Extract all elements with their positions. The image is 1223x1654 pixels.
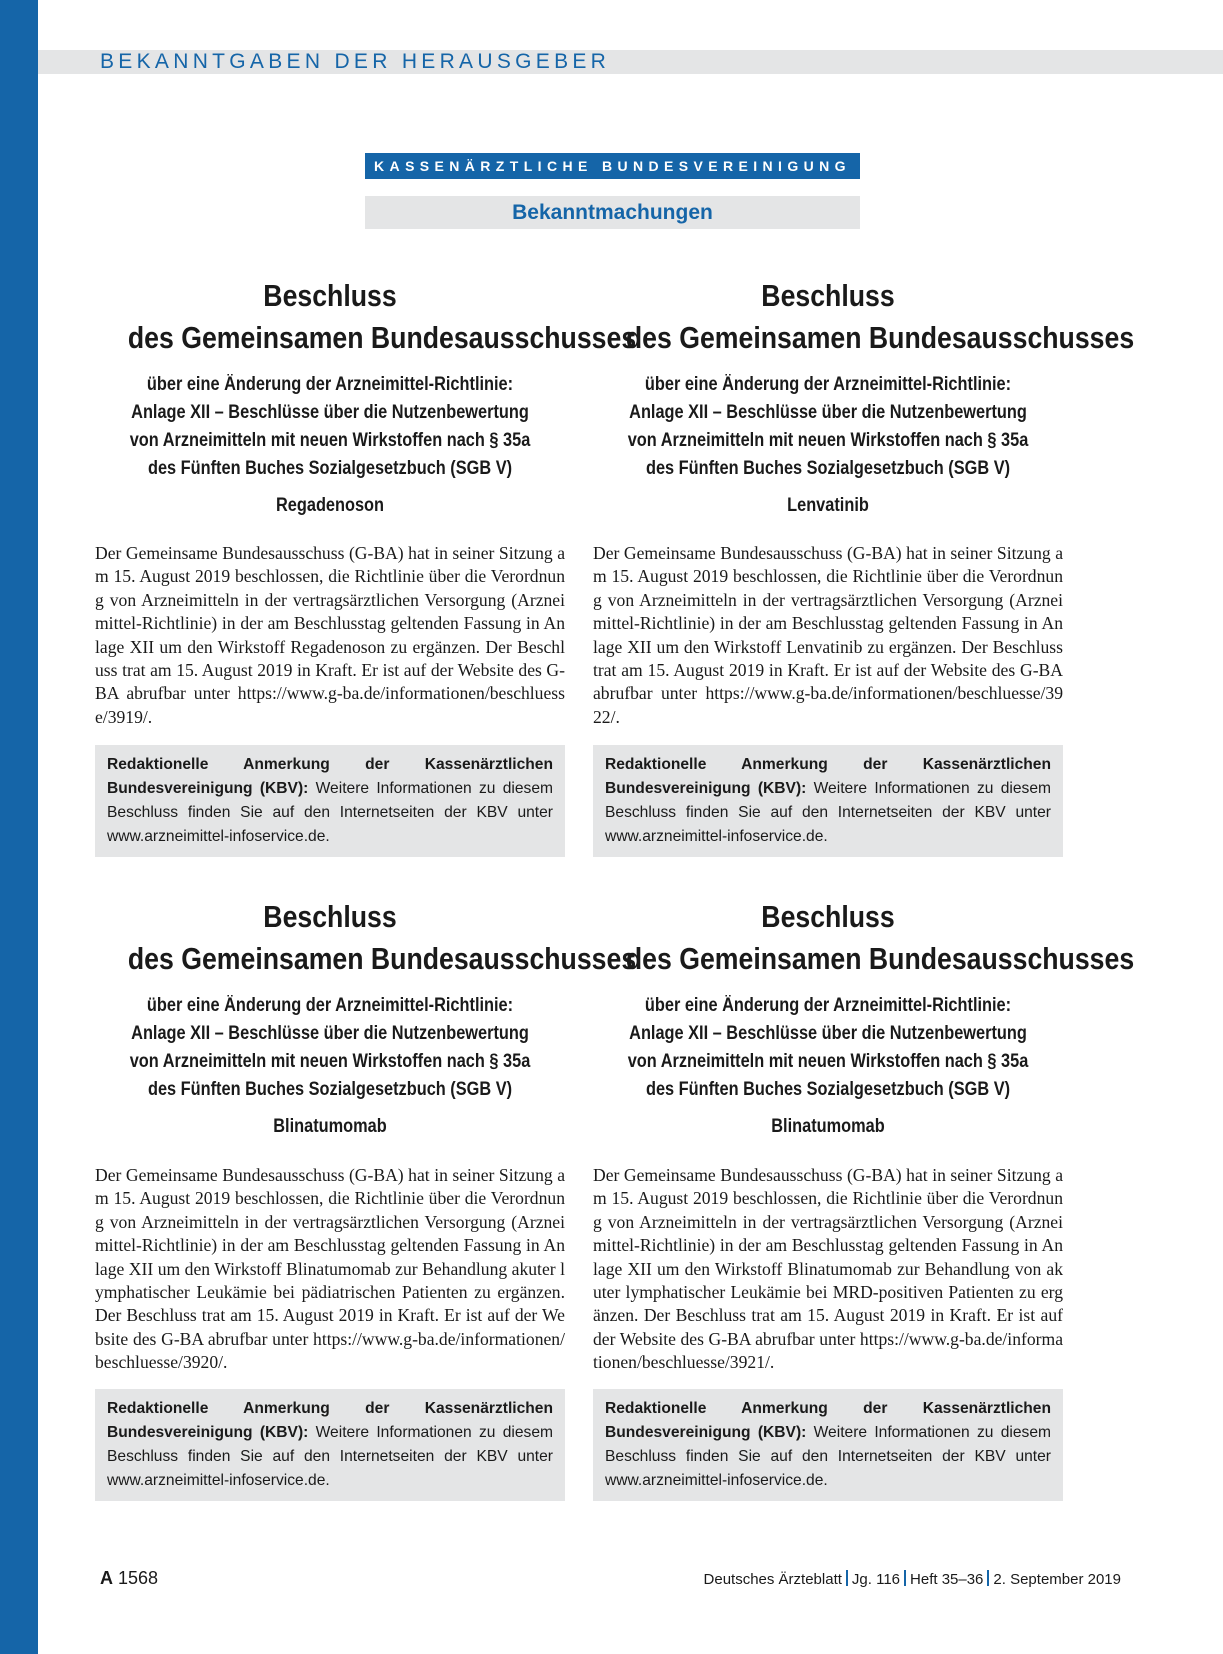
journal-volume: Jg. 116 <box>851 1571 901 1588</box>
article-subtitle <box>626 992 1030 1104</box>
drug-name: Blinatumomab <box>771 1116 885 1137</box>
editorial-note <box>593 745 1063 857</box>
journal-name: Deutsches Ärzteblatt <box>703 1571 842 1588</box>
note-text: Weitere Informationen zu diesem Beschluss finden Sie auf den Internetseiten der KBV unter www.arzneimittel-infoservice.de. <box>605 1424 1051 1489</box>
section-title: BEKANNTGABEN DER HERAUSGEBER <box>100 50 611 73</box>
title-line-2: des Gemeinsamen Bundesausschusses <box>625 941 1135 976</box>
article-body: Der Gemeinsame Bundesausschuss (G-BA) hat in seiner Sitzung am 15. August 2019 beschlossen, die Richtlinie über die Verordnung von Arzneimitteln in der vertragsärztlichen Versorgung (Arzneimittel-Richtlinie) in der am Beschlusstag geltenden Fassung in Anlage XII um den Wirkstoff Blinatumomab zur Behandlung akuter lymphatischer Leukämie bei pädiatrischen Patienten zu ergänzen. Der Beschluss trat am 15. August 2019 in Kraft. Er ist auf der Website des G-BA abrufbar unter https://www.g-ba.de/informationen/beschluesse/3920/. <box>95 1165 565 1373</box>
article-title <box>625 275 1135 359</box>
article-regadenoson <box>95 275 637 519</box>
page-prefix: A <box>100 1568 113 1588</box>
subtitle-line: von Arzneimitteln mit neuen Wirkstoffen nach § 35a <box>627 1051 1029 1072</box>
title-line-2: des Gemeinsamen Bundesausschusses <box>127 941 637 976</box>
drug-name: Regadenoson <box>275 495 385 516</box>
page-number-value: 1568 <box>118 1568 159 1588</box>
subtitle-line: des Fünften Buches Sozialgesetzbuch (SGB V) <box>147 1079 513 1100</box>
editorial-note <box>95 1389 565 1501</box>
subtitle-line: über eine Änderung der Arzneimittel-Richtlinie: <box>146 995 514 1016</box>
note-label: Redaktionelle Anmerkung der Kassenärztlichen Bundesvereinigung (KBV): <box>605 756 1051 797</box>
note-label: Redaktionelle Anmerkung der Kassenärztlichen Bundesvereinigung (KBV): <box>107 756 553 797</box>
note-label: Redaktionelle Anmerkung der Kassenärztlichen Bundesvereinigung (KBV): <box>107 1400 553 1441</box>
title-line-2: des Gemeinsamen Bundesausschusses <box>127 320 637 355</box>
article-body: Der Gemeinsame Bundesausschuss (G-BA) hat in seiner Sitzung am 15. August 2019 beschlossen, die Richtlinie über die Verordnung von Arzneimitteln in der vertragsärztlichen Versorgung (Arzneimittel-Richtlinie) in der am Beschlusstag geltenden Fassung in Anlage XII um den Wirkstoff Blinatumomab zur Behandlung von akuter lymphatischer Leukämie bei MRD-positiven Patienten zu ergänzen. Der Beschluss trat am 15. August 2019 in Kraft. Er ist auf der Website des G-BA abrufbar unter https://www.g-ba.de/informationen/beschluesse/3921/. <box>593 1165 1063 1373</box>
note-label: Redaktionelle Anmerkung der Kassenärztlichen Bundesvereinigung (KBV): <box>605 1400 1051 1441</box>
separator <box>846 1570 848 1586</box>
category-banner: Bekanntmachungen <box>365 196 860 229</box>
article-subtitle <box>128 371 532 483</box>
editorial-note <box>95 745 565 857</box>
article-blinatumomab-mrd <box>593 896 1135 1140</box>
article-title <box>127 275 637 359</box>
title-line-1: Beschluss <box>263 278 397 313</box>
title-line-2: des Gemeinsamen Bundesausschusses <box>625 320 1135 355</box>
title-line-1: Beschluss <box>263 899 397 934</box>
note-text: Weitere Informationen zu diesem Beschluss finden Sie auf den Internetseiten der KBV unter www.arzneimittel-infoservice.de. <box>107 1424 553 1489</box>
note-text: Weitere Informationen zu diesem Beschluss finden Sie auf den Internetseiten der KBV unter www.arzneimittel-infoservice.de. <box>605 780 1051 845</box>
subtitle-line: des Fünften Buches Sozialgesetzbuch (SGB V) <box>645 458 1011 479</box>
article-subtitle <box>626 371 1030 483</box>
editorial-note <box>593 1389 1063 1501</box>
separator <box>987 1570 989 1586</box>
drug-name: Lenvatinib <box>787 495 869 516</box>
subtitle-line: Anlage XII – Beschlüsse über die Nutzenbewertung <box>131 1023 529 1044</box>
subtitle-line: über eine Änderung der Arzneimittel-Richtlinie: <box>146 374 514 395</box>
left-accent-bar <box>0 0 38 1654</box>
subtitle-line: von Arzneimitteln mit neuen Wirkstoffen nach § 35a <box>129 430 531 451</box>
subtitle-line: Anlage XII – Beschlüsse über die Nutzenbewertung <box>131 402 529 423</box>
article-lenvatinib <box>593 275 1135 519</box>
article-blinatumomab-paediatric <box>95 896 637 1140</box>
article-subtitle <box>128 992 532 1104</box>
article-body: Der Gemeinsame Bundesausschuss (G-BA) hat in seiner Sitzung am 15. August 2019 beschlossen, die Richtlinie über die Verordnung von Arzneimitteln in der vertragsärztlichen Versorgung (Arzneimittel-Richtlinie) in der am Beschlusstag geltenden Fassung in Anlage XII um den Wirkstoff Lenvatinib zu ergänzen. Der Beschluss trat am 15. August 2019 in Kraft. Er ist auf der Website des G-BA abrufbar unter https://www.g-ba.de/informationen/beschluesse/3922/. <box>593 543 1063 727</box>
journal-info <box>704 1570 1121 1588</box>
subtitle-line: über eine Änderung der Arzneimittel-Richtlinie: <box>644 374 1012 395</box>
section-header <box>38 50 1223 74</box>
subtitle-line: von Arzneimitteln mit neuen Wirkstoffen nach § 35a <box>129 1051 531 1072</box>
journal-issue: Heft 35–36 <box>910 1571 984 1588</box>
subtitle-line: des Fünften Buches Sozialgesetzbuch (SGB V) <box>645 1079 1011 1100</box>
drug-name: Blinatumomab <box>273 1116 387 1137</box>
title-line-1: Beschluss <box>761 278 895 313</box>
note-text: Weitere Informationen zu diesem Beschluss finden Sie auf den Internetseiten der KBV unter www.arzneimittel-infoservice.de. <box>107 780 553 845</box>
title-line-1: Beschluss <box>761 899 895 934</box>
subtitle-line: über eine Änderung der Arzneimittel-Richtlinie: <box>644 995 1012 1016</box>
article-title <box>625 896 1135 980</box>
article-title <box>127 896 637 980</box>
subtitle-line: von Arzneimitteln mit neuen Wirkstoffen nach § 35a <box>627 430 1029 451</box>
separator <box>904 1570 906 1586</box>
article-body: Der Gemeinsame Bundesausschuss (G-BA) hat in seiner Sitzung am 15. August 2019 beschlossen, die Richtlinie über die Verordnung von Arzneimitteln in der vertragsärztlichen Versorgung (Arzneimittel-Richtlinie) in der am Beschlusstag geltenden Fassung in Anlage XII um den Wirkstoff Regadenoson zu ergänzen. Der Beschluss trat am 15. August 2019 in Kraft. Er ist auf der Website des G-BA abrufbar unter https://www.g-ba.de/informationen/beschluesse/3919/. <box>95 543 565 727</box>
page-number <box>100 1568 158 1589</box>
journal-date: 2. September 2019 <box>993 1571 1121 1588</box>
subtitle-line: des Fünften Buches Sozialgesetzbuch (SGB V) <box>147 458 513 479</box>
org-banner: KASSENÄRZTLICHE BUNDESVEREINIGUNG <box>365 153 860 179</box>
subtitle-line: Anlage XII – Beschlüsse über die Nutzenbewertung <box>629 1023 1027 1044</box>
subtitle-line: Anlage XII – Beschlüsse über die Nutzenbewertung <box>629 402 1027 423</box>
